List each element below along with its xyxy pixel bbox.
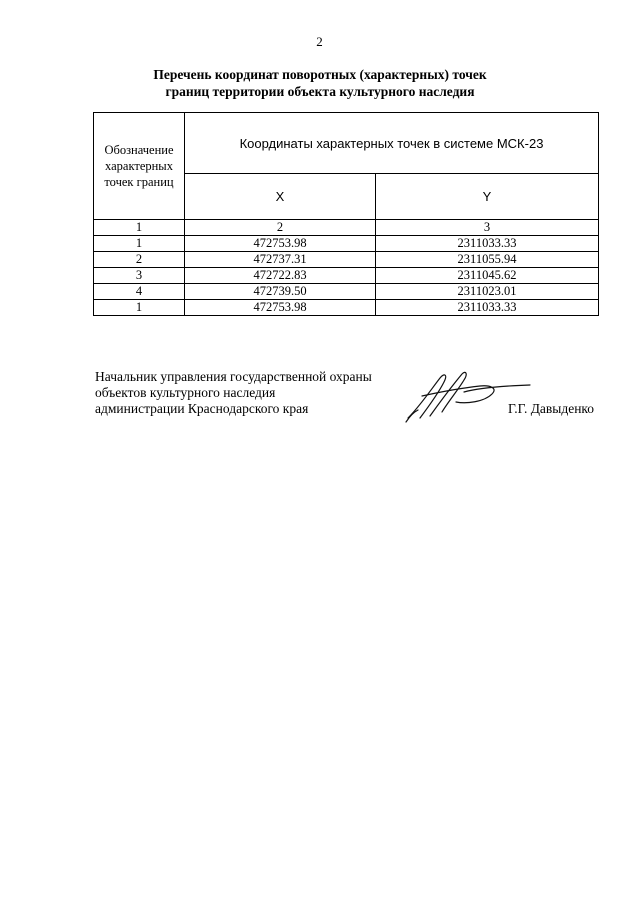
point-cell: 3 xyxy=(94,268,185,284)
point-cell: 1 xyxy=(94,300,185,316)
signatory-position xyxy=(95,369,425,417)
position-line-2: объектов культурного наследия xyxy=(95,385,276,400)
header-designation-line: Обозначение xyxy=(104,143,174,157)
handwritten-signature xyxy=(400,366,540,426)
table-row xyxy=(94,284,599,300)
signatory-name: Г.Г. Давыденко xyxy=(508,401,595,416)
point-cell: 1 xyxy=(94,236,185,252)
page-number: 2 xyxy=(316,34,323,49)
point-cell: 4 xyxy=(94,284,185,300)
x-cell: 472753.98 xyxy=(185,300,376,316)
table-row xyxy=(94,236,599,252)
numbering-cell: 1 xyxy=(94,220,185,236)
table-header-row xyxy=(94,113,599,174)
table-row xyxy=(94,300,599,316)
x-cell: 472753.98 xyxy=(185,236,376,252)
y-cell: 2311055.94 xyxy=(376,252,599,268)
table-numbering-row xyxy=(94,220,599,236)
title-line-2: границ территории объекта культурного наследия xyxy=(165,84,475,99)
numbering-cell: 2 xyxy=(185,220,376,236)
x-cell: 472722.83 xyxy=(185,268,376,284)
coordinates-table xyxy=(93,112,599,316)
header-coordinates: Координаты характерных точек в системе МСК-23 xyxy=(185,113,599,174)
x-cell: 472739.50 xyxy=(185,284,376,300)
document-title xyxy=(110,66,530,100)
x-cell: 472737.31 xyxy=(185,252,376,268)
header-x: X xyxy=(185,174,376,220)
numbering-cell: 3 xyxy=(376,220,599,236)
header-y: Y xyxy=(376,174,599,220)
header-designation xyxy=(94,113,185,220)
title-line-1: Перечень координат поворотных (характерных) точек xyxy=(153,67,487,82)
y-cell: 2311023.01 xyxy=(376,284,599,300)
point-cell: 2 xyxy=(94,252,185,268)
position-line-1: Начальник управления государственной охраны xyxy=(95,369,372,384)
header-designation-line: характерных xyxy=(105,159,173,173)
table-row xyxy=(94,252,599,268)
y-cell: 2311045.62 xyxy=(376,268,599,284)
header-designation-line: точек границ xyxy=(104,175,174,189)
y-cell: 2311033.33 xyxy=(376,236,599,252)
position-line-3: администрации Краснодарского края xyxy=(95,401,309,416)
y-cell: 2311033.33 xyxy=(376,300,599,316)
table-row xyxy=(94,268,599,284)
